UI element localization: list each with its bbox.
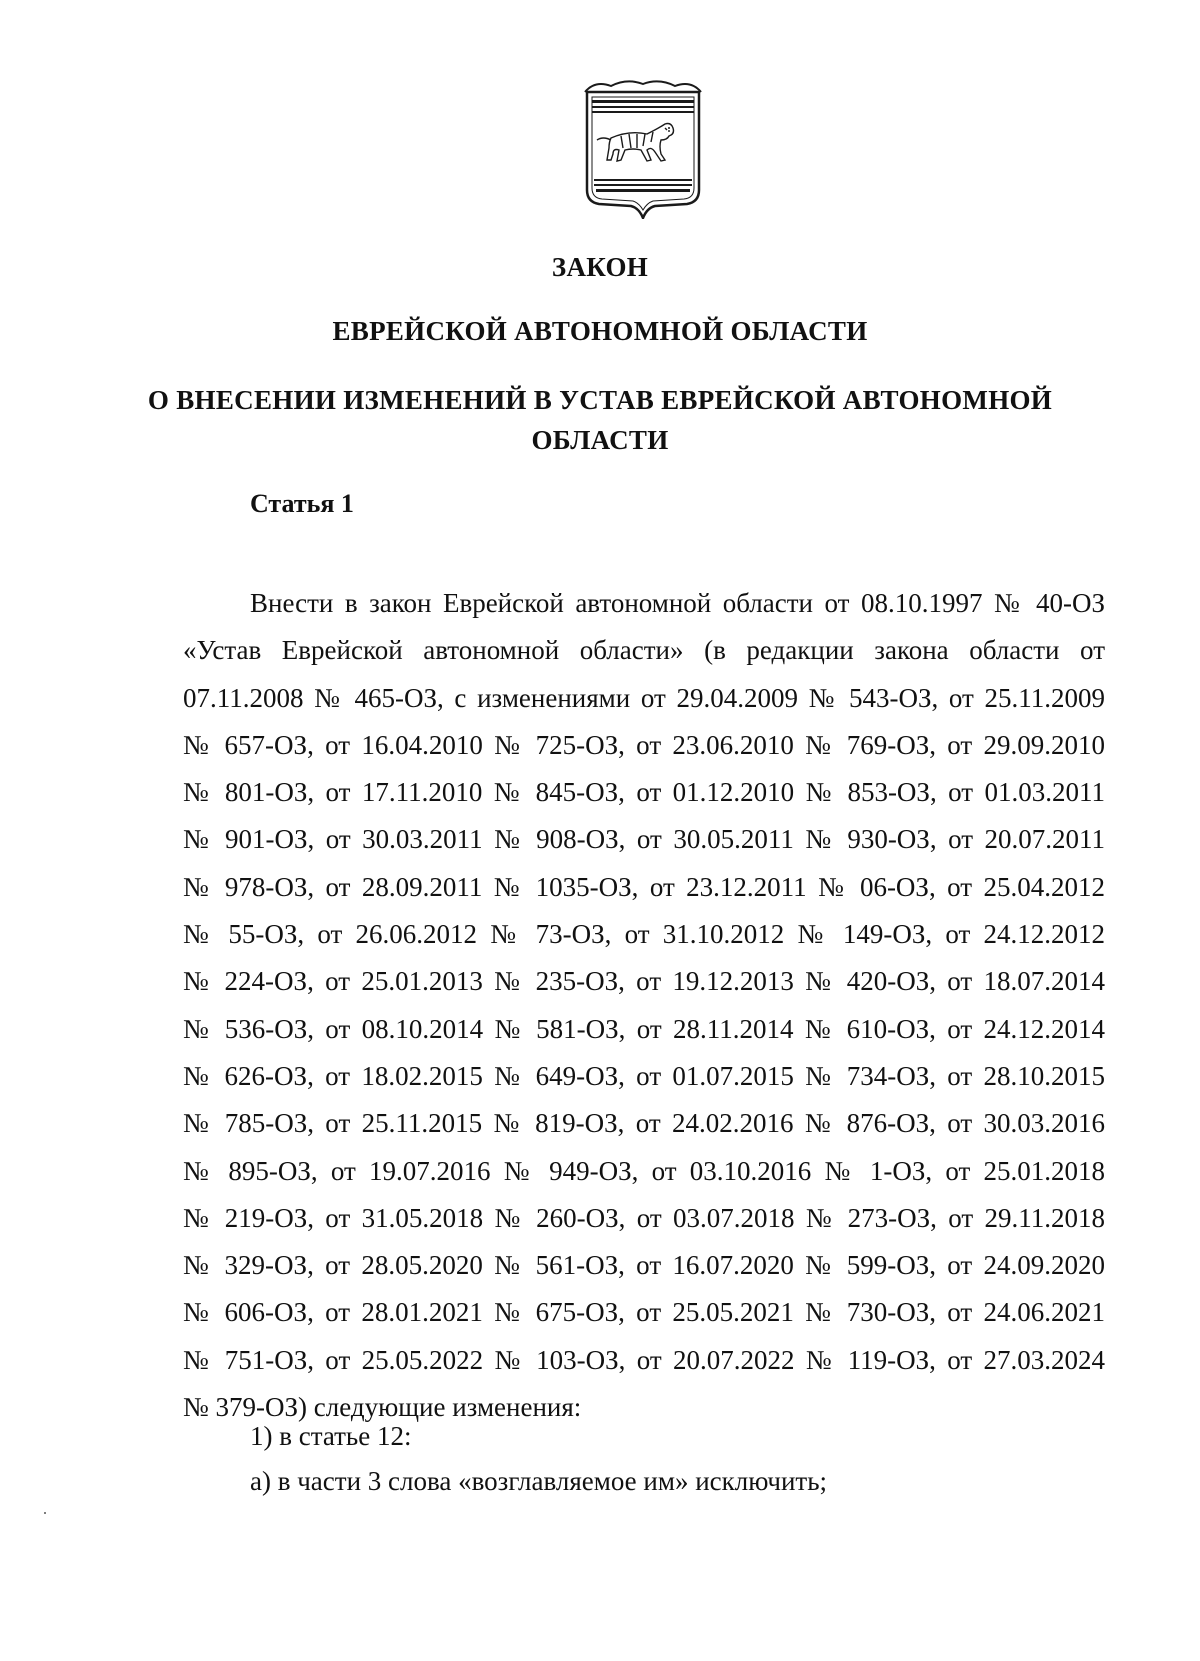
coat-of-arms-tiger-icon <box>581 78 705 219</box>
body-line: № 901-ОЗ, от 30.03.2011 № 908-ОЗ, от 30.05.2011 № 930-ОЗ, от 20.07.2011 <box>183 824 1105 855</box>
article-body <box>183 580 1105 1431</box>
law-subject-heading <box>0 380 1200 460</box>
law-subject-line-1: О ВНЕСЕНИИ ИЗМЕНЕНИЙ В УСТАВ ЕВРЕЙСКОЙ АВТОНОМНОЙ <box>147 385 1053 415</box>
body-line: № 606-ОЗ, от 28.01.2021 № 675-ОЗ, от 25.05.2021 № 730-ОЗ, от 24.06.2021 <box>183 1297 1105 1328</box>
list-item-a: а) в части 3 слова «возглавляемое им» исключить; <box>250 1466 828 1496</box>
body-line: № 785-ОЗ, от 25.11.2015 № 819-ОЗ, от 24.02.2016 № 876-ОЗ, от 30.03.2016 <box>183 1108 1105 1139</box>
body-line: «Устав Еврейской автономной области» (в редакции закона области от <box>183 635 1105 666</box>
body-line: № 329-ОЗ, от 28.05.2020 № 561-ОЗ, от 16.07.2020 № 599-ОЗ, от 24.09.2020 <box>183 1250 1105 1281</box>
body-line: № 657-ОЗ, от 16.04.2010 № 725-ОЗ, от 23.06.2010 № 769-ОЗ, от 29.09.2010 <box>183 729 1105 760</box>
body-line: № 55-ОЗ, от 26.06.2012 № 73-ОЗ, от 31.10.2012 № 149-ОЗ, от 24.12.2012 <box>183 919 1105 950</box>
body-line: № 895-ОЗ, от 19.07.2016 № 949-ОЗ, от 03.10.2016 № 1-ОЗ, от 25.01.2018 <box>183 1155 1105 1186</box>
body-line: № 224-ОЗ, от 25.01.2013 № 235-ОЗ, от 19.12.2013 № 420-ОЗ, от 18.07.2014 <box>183 966 1105 997</box>
document-type-heading: ЗАКОН <box>551 252 649 282</box>
body-line: № 219-ОЗ, от 31.05.2018 № 260-ОЗ, от 03.07.2018 № 273-ОЗ, от 29.11.2018 <box>183 1202 1105 1233</box>
scan-speck <box>44 1512 46 1514</box>
article-title: Статья 1 <box>250 489 354 518</box>
law-subject-line-2: ОБЛАСТИ <box>531 425 669 455</box>
region-heading: ЕВРЕЙСКОЙ АВТОНОМНОЙ ОБЛАСТИ <box>332 316 868 346</box>
body-line: № 801-ОЗ, от 17.11.2010 № 845-ОЗ, от 01.12.2010 № 853-ОЗ, от 01.03.2011 <box>183 777 1105 808</box>
body-line: № 379-ОЗ) следующие изменения: <box>183 1392 582 1423</box>
body-line: № 751-ОЗ, от 25.05.2022 № 103-ОЗ, от 20.07.2022 № 119-ОЗ, от 27.03.2024 <box>183 1344 1105 1375</box>
body-line: № 978-ОЗ, от 28.09.2011 № 1035-ОЗ, от 23.12.2011 № 06-ОЗ, от 25.04.2012 <box>183 871 1105 902</box>
body-line: Внести в закон Еврейской автономной области от 08.10.1997 № 40-ОЗ <box>250 588 1105 618</box>
coat-of-arms-emblem <box>581 78 705 219</box>
body-line: 07.11.2008 № 465-ОЗ, с изменениями от 29.04.2009 № 543-ОЗ, от 25.11.2009 <box>183 682 1105 713</box>
body-line: № 626-ОЗ, от 18.02.2015 № 649-ОЗ, от 01.07.2015 № 734-ОЗ, от 28.10.2015 <box>183 1060 1105 1091</box>
list-item-1: 1) в статье 12: <box>250 1421 412 1451</box>
body-line: № 536-ОЗ, от 08.10.2014 № 581-ОЗ, от 28.11.2014 № 610-ОЗ, от 24.12.2014 <box>183 1013 1105 1044</box>
